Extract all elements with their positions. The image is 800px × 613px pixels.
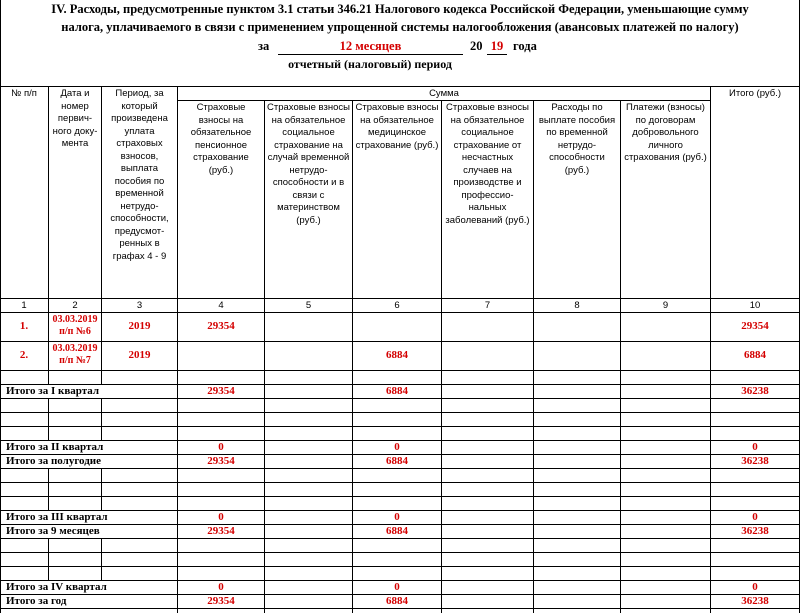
col-number: 9 [662, 300, 669, 311]
total-pension: 0 [218, 511, 224, 523]
col-number: 7 [484, 300, 491, 311]
entry-total: 29354 [741, 320, 769, 332]
header-sick-pay: Расходы по выплате пособия по временной нетрудо-способности (руб.) [538, 102, 616, 176]
col-number: 6 [394, 300, 400, 311]
col-number: 10 [749, 300, 761, 311]
entry-doc: 03.03.2019 п/п №7 [52, 343, 98, 366]
entry-num: 2. [19, 349, 29, 361]
entry-medical: 6884 [386, 349, 408, 361]
total-sum: 36238 [741, 595, 769, 607]
total-sum: 0 [752, 511, 758, 523]
total-medical: 6884 [386, 595, 408, 607]
total-pension: 0 [218, 581, 224, 593]
total-medical: 6884 [386, 385, 408, 397]
col-number: 3 [136, 300, 143, 311]
title-line-2: налога, уплачиваемого в связи с применением упрощенной системы налогообложения (авансовых платежей по налогу) [61, 20, 739, 34]
header-summa: Сумма [429, 88, 459, 99]
col-number: 4 [218, 300, 224, 311]
entry-period: 2019 [128, 349, 151, 361]
header-doc: Дата и номер первич-ного доку-мента [52, 88, 98, 149]
total-sum: 0 [752, 441, 758, 453]
total-medical: 0 [394, 581, 400, 593]
entry-total: 6884 [744, 349, 766, 361]
total-sum: 36238 [741, 525, 769, 537]
total-medical: 0 [394, 441, 400, 453]
entry-pension: 29354 [207, 320, 235, 332]
year-prefix: 20 [470, 39, 483, 53]
total-label: Итого за III квартал [6, 511, 108, 523]
total-medical: 6884 [386, 455, 408, 467]
header-medical: Страховые взносы на обязательное медицинское страхование (руб.) [355, 102, 439, 151]
total-sum: 36238 [741, 385, 769, 397]
header-period: Период, за который произведена уплата страховых взносов, выплата пособия по временной нетрудо-способности, предусмот-ренных в графах 4 - 9 [110, 88, 169, 262]
col-number: 1 [21, 300, 27, 311]
header-total: Итого (руб.) [729, 88, 781, 99]
header-num: № п/п [11, 88, 37, 99]
total-pension: 29354 [207, 385, 235, 397]
col-number: 2 [72, 300, 78, 311]
header-pension: Страховые взносы на обязательное пенсионное страхование (руб.) [190, 102, 252, 176]
period-prefix: за [258, 39, 270, 53]
header-insurance: Платежи (взносы) по договорам добровольного личного страхования (руб.) [624, 102, 707, 163]
total-label: Итого за II квартал [6, 441, 104, 453]
total-sum: 0 [752, 581, 758, 593]
entry-num: 1. [19, 320, 29, 332]
year-suffix: 19 [487, 39, 507, 55]
total-pension: 29354 [207, 455, 235, 467]
header-social: Страховые взносы на обязательное социальное страхование на случай временной нетрудо-способности и в связи с материнством (руб.) [267, 102, 350, 226]
total-pension: 29354 [207, 525, 235, 537]
col-number: 8 [574, 300, 580, 311]
header-accident: Страховые взносы на обязательное социальное страхование от несчастных случаев на производстве и профессио-нальных заболеваний (руб.) [445, 102, 530, 226]
total-medical: 0 [394, 511, 400, 523]
period-value: 12 месяцев [278, 39, 463, 55]
total-label: Итого за полугодие [6, 455, 102, 467]
title-line-1: IV. Расходы, предусмотренные пунктом 3.1 статьи 346.21 Налогового кодекса Российской Федерации, уменьшающие сумму [51, 2, 749, 16]
total-pension: 29354 [207, 595, 235, 607]
col-number: 5 [305, 300, 312, 311]
entry-period: 2019 [128, 320, 151, 332]
period-caption: отчетный (налоговый) период [288, 57, 452, 71]
total-label: Итого за 9 месяцев [6, 525, 100, 537]
total-medical: 6884 [386, 525, 408, 537]
total-label: Итого за I квартал [6, 385, 100, 397]
entry-doc: 03.03.2019 п/п №6 [52, 314, 98, 337]
total-label: Итого за год [6, 595, 67, 607]
total-pension: 0 [218, 441, 224, 453]
total-label: Итого за IV квартал [6, 581, 107, 593]
total-sum: 36238 [741, 455, 769, 467]
year-word: года [513, 39, 537, 53]
